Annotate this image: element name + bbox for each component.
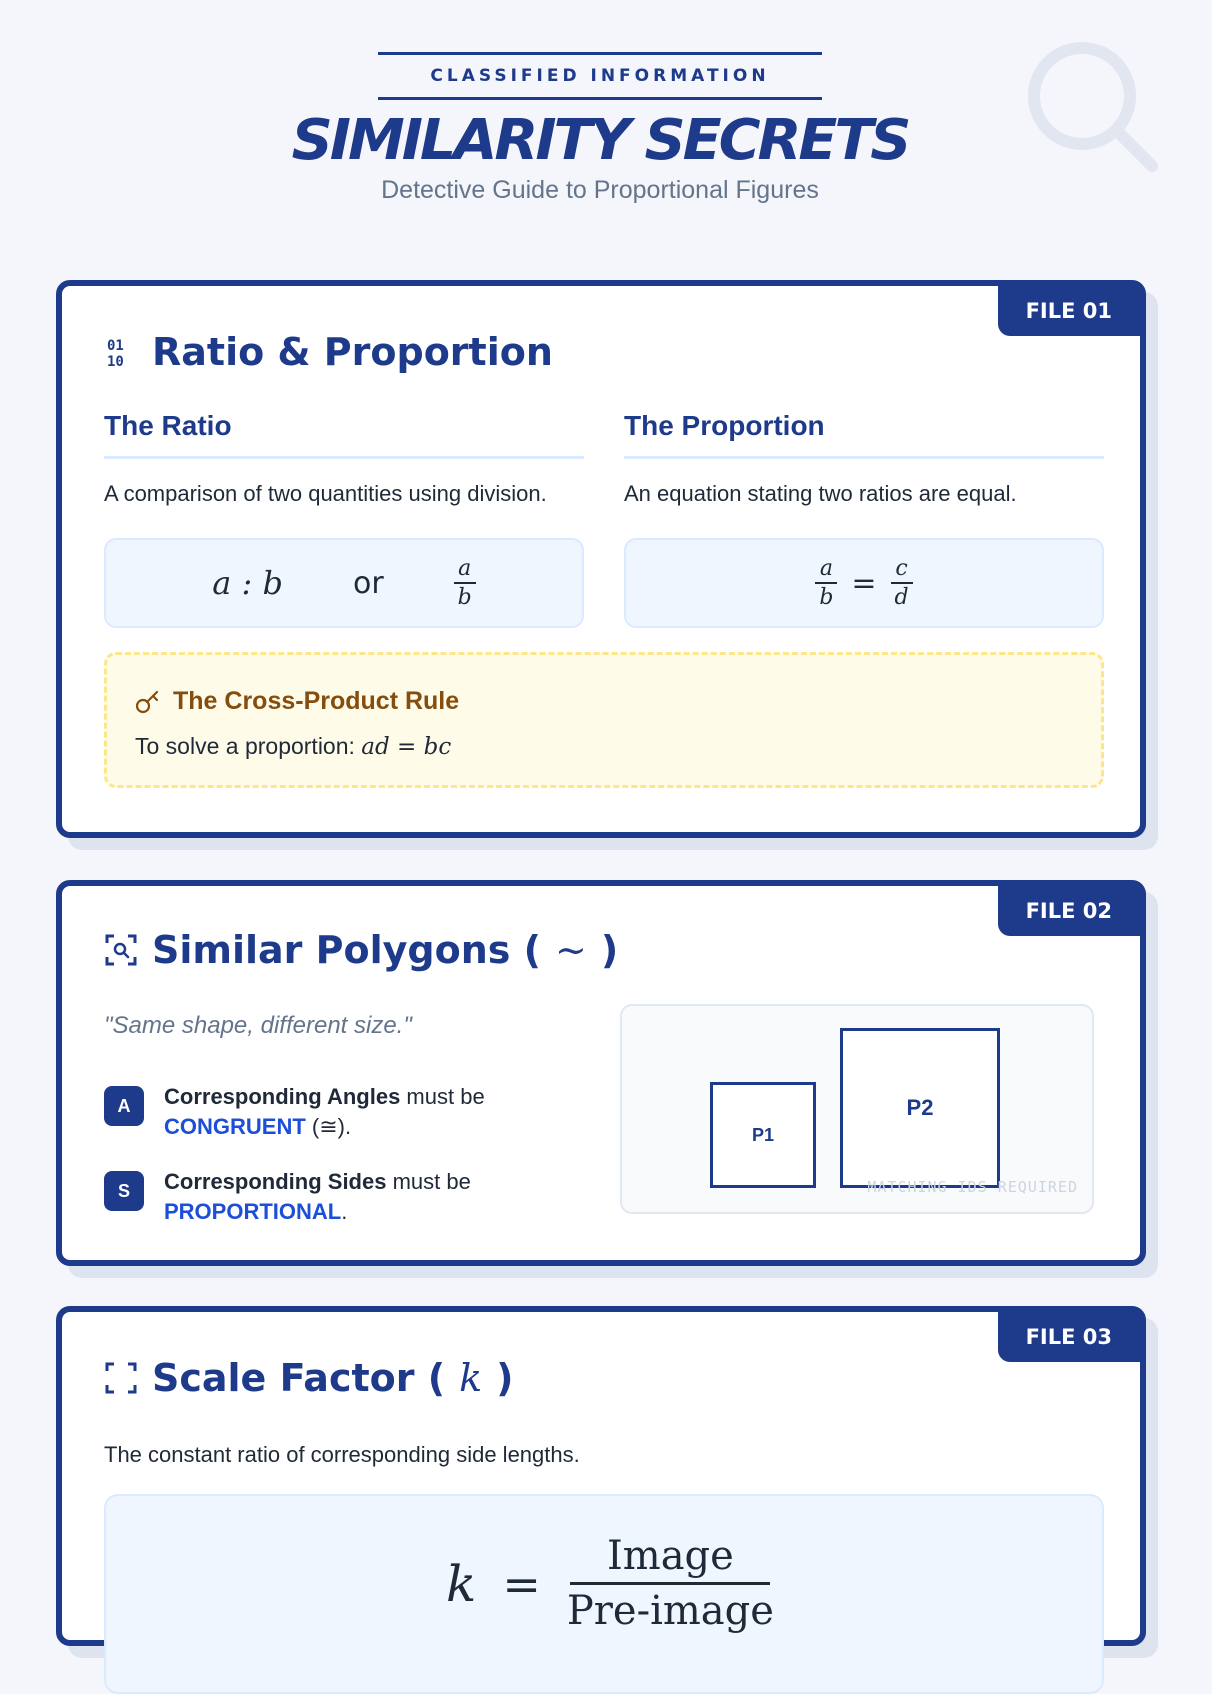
ratio-description: A comparison of two quantities using division. (104, 481, 547, 506)
rule-accent: PROPORTIONAL (164, 1199, 342, 1224)
rule-bold: Corresponding Sides (164, 1169, 387, 1194)
fraction-denominator: Pre-image (566, 1588, 774, 1634)
scale-factor-description: The constant ratio of corresponding side lengths. (104, 1442, 580, 1467)
binary-icon (104, 335, 138, 369)
proportion-heading: The Proportion (624, 410, 1104, 459)
fraction-bar (570, 1582, 770, 1585)
similar-symbol: ∼ (554, 928, 587, 972)
ratio-colon-expr: a : b (212, 564, 283, 602)
proportion-formula (624, 538, 1104, 628)
proportion-column (624, 410, 1104, 507)
card-similar-polygons (56, 880, 1146, 1266)
magnifier-icon (1024, 38, 1164, 178)
file-tag: FILE 01 (998, 286, 1140, 336)
k-variable: k (446, 1554, 477, 1613)
page-header (0, 0, 1200, 240)
cross-product-callout (104, 652, 1104, 788)
fraction-numerator: Image (606, 1533, 734, 1579)
svg-text:01: 01 (107, 338, 124, 354)
file-tag: FILE 03 (998, 1312, 1140, 1362)
polygon-quote: "Same shape, different size." (104, 1012, 412, 1039)
callout-prefix: To solve a proportion: (135, 733, 355, 759)
file-tag: FILE 02 (998, 886, 1140, 936)
fraction-numerator: a (819, 555, 833, 581)
polygon-large: P2 (840, 1028, 1000, 1188)
right-fraction (891, 557, 913, 609)
card-title-text: Similar Polygons ( (152, 928, 541, 972)
page-title: SIMILARITY SECRETS (291, 108, 909, 173)
scan-search-icon (104, 933, 138, 967)
card-title (104, 330, 553, 374)
page-subtitle: Detective Guide to Proportional Figures (381, 176, 819, 204)
rule-tail: . (341, 1199, 348, 1224)
angle-badge: A (104, 1086, 144, 1126)
image-fraction (567, 1534, 774, 1633)
rule-sides (104, 1167, 564, 1227)
card-title (104, 1356, 513, 1400)
cross-product-formula: ad = bc (361, 734, 452, 760)
rule-tail: (≅). (305, 1114, 352, 1139)
scale-factor-formula-box (104, 1494, 1104, 1694)
card-title-text: Ratio & Proportion (152, 330, 553, 374)
polygon-watermark: MATCHING IDS REQUIRED (867, 1178, 1078, 1196)
left-fraction (815, 557, 837, 609)
proportion-description: An equation stating two ratios are equal. (624, 481, 1017, 506)
fraction-denominator: d (894, 585, 909, 610)
equals-sign: = (851, 565, 877, 601)
rule-middle: must be (400, 1084, 485, 1109)
callout-text (135, 733, 451, 760)
rule-text (164, 1167, 471, 1227)
ratio-column (104, 410, 584, 507)
polygon-diagram (620, 1004, 1094, 1214)
fraction-bar (454, 582, 476, 584)
rule-accent: CONGRUENT (164, 1114, 306, 1139)
ratio-fraction (454, 557, 476, 609)
fraction-denominator: b (457, 585, 472, 610)
fraction-bar (815, 582, 837, 584)
card-title-text: Scale Factor ( (152, 1356, 446, 1400)
rule-bold: Corresponding Angles (164, 1084, 401, 1109)
scale-factor-formula (446, 1534, 774, 1633)
ratio-formula (104, 538, 584, 628)
fraction-denominator: b (819, 585, 834, 610)
card-title (104, 928, 618, 972)
card-scale-factor (56, 1306, 1146, 1646)
callout-title-text: The Cross-Product Rule (173, 687, 460, 715)
fraction-numerator: a (458, 555, 472, 581)
card-ratio-proportion (56, 280, 1146, 838)
rule-middle: must be (386, 1169, 471, 1194)
fraction-numerator: c (895, 555, 908, 581)
ratio-heading: The Ratio (104, 410, 584, 459)
frame-corners-icon (104, 1361, 138, 1395)
card-title-suffix: ) (600, 928, 619, 972)
side-badge: S (104, 1171, 144, 1211)
svg-text:10: 10 (107, 354, 124, 370)
callout-title (135, 687, 459, 716)
k-symbol: k (459, 1356, 483, 1400)
equals-sign: = (502, 1556, 541, 1611)
ratio-or: or (352, 565, 384, 601)
fraction-bar (891, 582, 913, 584)
rule-angles (104, 1082, 564, 1142)
rule-text (164, 1082, 485, 1142)
card-title-suffix: ) (496, 1356, 514, 1400)
polygon-small: P1 (710, 1082, 816, 1188)
key-icon (135, 689, 161, 715)
classified-kicker: CLASSIFIED INFORMATION (378, 52, 822, 100)
